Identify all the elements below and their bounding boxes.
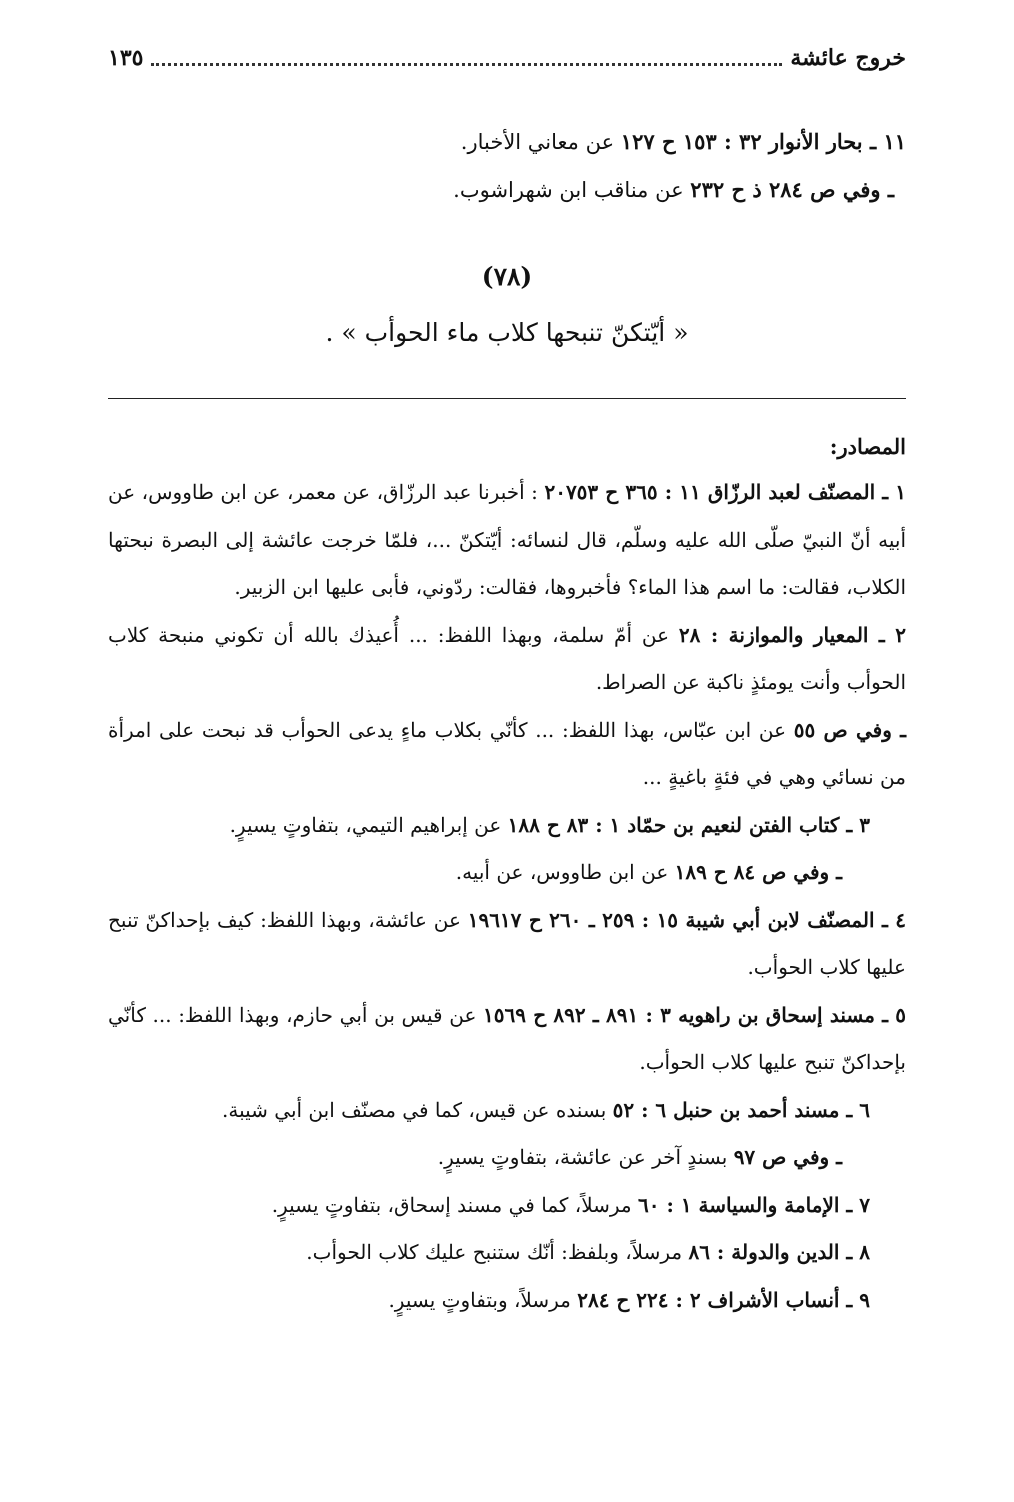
- reference-line: ـ وفي ص ٢٨٤ ذ ح ٢٣٢ عن مناقب ابن شهراشوب.: [453, 177, 894, 202]
- hadith-text: « أيّتكنّ تنبحها كلاب ماء الحوأب » .: [325, 318, 689, 347]
- sources-heading: المصادر:: [829, 434, 906, 459]
- reference-line: ١١ ـ بحار الأنوار ٣٢ : ١٥٣ ح ١٢٧ عن معاني الأخبار.: [460, 129, 906, 154]
- source-entry: ٦ ـ مسند أحمد بن حنبل ٦ : ٥٢ بسنده عن قيس، كما في مصنّف ابن أبي شيبة.: [222, 1097, 870, 1122]
- source-entry: ٩ ـ أنساب الأشراف ٢ : ٢٢٤ ح ٢٨٤ مرسلاً، وبتفاوتٍ يسيرٍ.: [388, 1287, 870, 1312]
- section-divider: [108, 398, 906, 399]
- source-entry: ٨ ـ الدين والدولة : ٨٦ مرسلاً، وبلفظ: أنّك ستنبح عليك كلاب الحوأب.: [306, 1240, 870, 1264]
- page-number: ١٣٥: [108, 45, 144, 71]
- header-title: خروج عائشة: [790, 45, 906, 71]
- source-entry: ـ وفي ص ٩٧ بسندٍ آخر عن عائشة، بتفاوتٍ يسيرٍ.: [437, 1145, 842, 1169]
- source-entry: ٣ ـ كتاب الفتن لنعيم بن حمّاد ١ : ٨٣ ح ١٨٨ عن إبراهيم التيمي، بتفاوتٍ يسيرٍ.: [229, 812, 870, 837]
- dot-leader: [151, 63, 782, 66]
- hadith-number: (٧٨): [481, 262, 533, 291]
- source-entry: ١ ـ المصنّف لعبد الرزّاق ١١ : ٣٦٥ ح ٢٠٧٥٣ : أخبرنا عبد الرزّاق، عن معمر، عن ابن طاووس، عن أبيه أنّ النبيّ صلّى الله عليه وسلّم، قال لنسائه: أيّتكنّ ...، فلمّا خرجت عائشة إلى البصرة نبحتها الكلاب، فقالت: ما اسم هذا الماء؟ فأخبروها، فقالت: ردّوني، فأبى عليها ابن الزبير.: [108, 480, 906, 599]
- source-entry: ٥ ـ مسند إسحاق بن راهويه ٣ : ٨٩١ ـ ٨٩٢ ح ١٥٦٩ عن قيس بن أبي حازم، وبهذا اللفظ: ... كأنّي بإحداكنّ تنبح عليها كلاب الحوأب.: [108, 1002, 907, 1074]
- source-entry: ٧ ـ الإمامة والسياسة ١ : ٦٠ مرسلاً، كما في مسند إسحاق، بتفاوتٍ يسيرٍ.: [271, 1192, 870, 1217]
- source-entry: ٢ ـ المعيار والموازنة : ٢٨ عن أمّ سلمة، وبهذا اللفظ: ... أُعيذك بالله أن تكوني منبحة كلاب الحوأب وأنت يومئذٍ ناكبة عن الصراط.: [108, 622, 906, 694]
- previous-hadith-references: [108, 118, 906, 214]
- sources-section: [108, 425, 906, 1324]
- running-header: [108, 38, 906, 78]
- source-entry: ـ وفي ص ٨٤ ح ١٨٩ عن ابن طاووس، عن أبيه.: [455, 860, 842, 884]
- source-entry: ٤ ـ المصنّف لابن أبي شيبة ١٥ : ٢٥٩ ـ ٢٦٠ ح ١٩٦١٧ عن عائشة، وبهذا اللفظ: كيف بإحداكنّ تنبح عليها كلاب الحوأب.: [108, 907, 906, 979]
- source-entry: ـ وفي ص ٥٥ عن ابن عبّاس، بهذا اللفظ: ... كأنّي بكلاب ماءٍ يدعى الحوأب قد نبحت على امرأة من نسائي وهي في فئةٍ باغيةٍ ...: [108, 717, 906, 789]
